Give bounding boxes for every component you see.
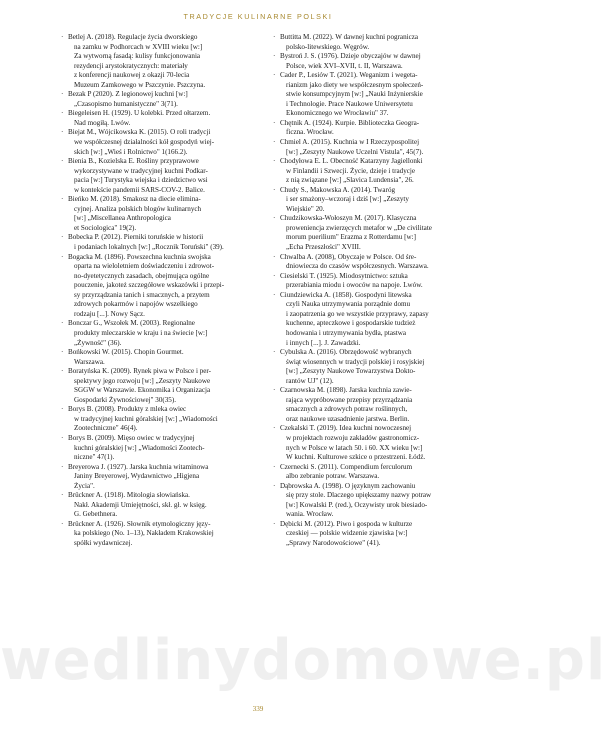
bibliography-entry — [61, 33, 257, 90]
bibliography-entry — [273, 33, 473, 52]
bibliography-entry — [61, 157, 257, 195]
entry-line: Życia". — [74, 481, 95, 490]
entry-line: · Breyerowa J. (1927). Jarska kuchnia witaminowa — [68, 462, 209, 471]
entry-line: Nad mogiłą. Lwów. — [74, 118, 131, 127]
bibliography-entry — [61, 90, 257, 109]
bibliography-entry — [273, 186, 473, 215]
entry-line: · Chmiel A. (2015). Kuchnia w I Rzeczypospolitej — [280, 138, 420, 147]
entry-line: · Cybulska A. (2016). Obrzędowość wybranych — [280, 348, 412, 357]
entry-line: rianizm jako diety we współczesnym społeczeń- — [286, 80, 424, 89]
entry-line: [w:] „Zeszyty Naukowe Uczelni Vistula", 45(7). — [286, 147, 424, 156]
bibliography-entry — [61, 195, 257, 233]
entry-line: Polsce, wiek XVI–XVII, t. II, Warszawa. — [286, 61, 403, 70]
bibliography-entry — [273, 253, 473, 272]
entry-line: w tradycyjnej kuchni góralskiej [w:] „Wiadomości — [74, 414, 218, 423]
running-header: TRADYCJE KULINARNE POLSKI — [183, 12, 333, 21]
entry-line: kuchenne, apteczkowe i gospodarskie tudzież — [286, 319, 416, 328]
entry-line: „Echa Przeszłości" XVIII. — [286, 243, 361, 252]
bibliography-entry — [273, 463, 473, 482]
bibliography-entry — [273, 71, 473, 119]
entry-line: zdrowych pokarmów i napojów wszelkiego — [74, 300, 198, 309]
entry-line: rezydencji arystokratycznych: materiały — [74, 61, 188, 70]
entry-line: albo zebranie potraw. Warszawa. — [286, 472, 380, 481]
entry-line: · Boratyńska K. (2009). Rynek piwa w Polsce i per- — [68, 367, 211, 376]
entry-line: · Bonczar G., Wszołek M. (2003). Regionalne — [68, 319, 195, 328]
entry-line: SGGW w Warszawie. Ekonomika i Organizacja — [74, 386, 211, 395]
entry-line: · Cader P., Lesiów T. (2021). Weganizm i wegeta- — [280, 71, 418, 80]
entry-line: z konferencji naukowej z okazji 70-lecia — [74, 71, 190, 80]
entry-line: Ekonomicznego we Wrocławiu" 37. — [286, 109, 389, 118]
entry-line: i Technologie. Prace Naukowe Uniwersytetu — [286, 99, 413, 108]
entry-line: smacznych a zdrowych potraw roślinnych, — [286, 405, 408, 414]
bibliography-entry — [61, 253, 257, 320]
entry-line: wykorzystywane w tradycyjnej kuchni Podkar- — [74, 166, 208, 175]
entry-line: · Bienia B., Kozielska E. Rośliny przyprawowe — [68, 157, 199, 166]
bibliography-entry — [61, 434, 257, 463]
bibliography-entry — [61, 128, 257, 157]
bibliography-entry — [273, 348, 473, 386]
bibliography-entry — [61, 233, 257, 252]
entry-line: · Chodyłowa E. L. Obecność Katarzyny Jagiellonki — [280, 157, 423, 166]
entry-line: Zootechniczne" 46(4). — [74, 424, 138, 433]
entry-line: hodowania i utrzymywania bydła, ptastwa — [286, 328, 406, 337]
bibliography-column-right — [273, 33, 473, 549]
entry-line: ficzna. Wrocław. — [286, 128, 334, 137]
entry-line: stwie konsumpcyjnym [w:] „Nauki Inżynierskie — [286, 90, 423, 99]
entry-line: · Bystroń J. S. (1976). Dzieje obyczajów w dawnej — [280, 52, 421, 61]
entry-line: Wiejskie" 20. — [286, 204, 325, 213]
entry-line: ka polskiego (No. 1–13), Nakładem Krakowskiej — [74, 529, 214, 538]
entry-line: niczne" 47(1). — [74, 453, 115, 462]
entry-line: · Borys B. (2008). Produkty z mleka owiec — [68, 405, 187, 414]
entry-line: oraz naukowe uzasadnienie jarstwa. Berlin. — [286, 414, 410, 423]
entry-line: · Borys B. (2009). Mięso owiec w tradycyjnej — [68, 433, 195, 442]
entry-line: [w:] „Zeszyty Naukowe Towarzystwa Dokto- — [286, 367, 416, 376]
entry-line: kuchni góralskiej [w:] „Wiadomości Zootech- — [74, 443, 205, 452]
bibliography-entry — [273, 214, 473, 252]
entry-line: nych w Polsce w latach 50. i 60. XX wieku [w:] — [286, 443, 423, 452]
bibliography-entry — [273, 520, 473, 549]
entry-line: „Sprawy Narodowościowe" (41). — [286, 538, 381, 547]
entry-line: W kuchni. Kulturowe szkice o przestrzeni. Łódź. — [286, 453, 426, 462]
entry-line: [w:] Kowalski P. (red.), Oczywisty urok biesiado- — [286, 500, 428, 509]
entry-line: · Chwalba A. (2008), Obyczaje w Polsce. Od śre- — [280, 252, 417, 261]
entry-line: Gospodarki Żywnościowej" 30(35). — [74, 395, 176, 404]
bibliography-entry — [273, 424, 473, 462]
entry-line: · Betlej A. (2018). Regulacje życia dworskiego — [68, 33, 198, 41]
bibliography-entry — [61, 491, 257, 520]
entry-line: cyjnej. Analiza polskich blogów kulinarnych — [74, 204, 202, 213]
entry-line: · Bońkowski W. (2015). Chopin Gourmet. — [68, 348, 184, 357]
entry-line: rantów UJ" (12). — [286, 376, 334, 385]
entry-line: · Biegeleisen H. (1929). U kolebki. Przed ołtarzem. — [68, 109, 211, 118]
entry-line: · Ciesielski T. (1925). Miodosytnictwo: sztuka — [280, 271, 408, 280]
entry-line: z nią związane [w:] „Slavica Lundensia", 26. — [286, 176, 414, 185]
bibliography-entry — [273, 272, 473, 291]
entry-line: przerabiania miodu i owoców na napoje. Lwów. — [286, 281, 423, 290]
entry-line: · Czernecki S. (2011). Compendium ferculorum — [280, 462, 413, 471]
entry-line: i zaopatrzenia go we wszystkie przyprawy, zapasy — [286, 309, 429, 318]
entry-line: się przy stole. Dlaczego upiększamy nazwy potraw — [286, 491, 432, 500]
entry-line: rodzaju [...]. Nowy Sącz. — [74, 309, 145, 318]
entry-line: no-dyetetycznych zasadach, obejmująca ogólne — [74, 271, 210, 280]
entry-line: produkty mleczarskie w kraju i na świecie [w:] — [74, 328, 208, 337]
entry-line: i podaniach lokalnych [w:] „Rocznik Toruński" (39). — [74, 243, 224, 252]
entry-line: Za wytworną fasadą: kulisy funkcjonowania — [74, 52, 201, 61]
bibliography-entry — [61, 367, 257, 405]
entry-line: · Bieńko M. (2018). Smakosz na diecie elimina- — [68, 195, 201, 204]
entry-line: · Bezak P (2020). Z legionowej kuchni [w:] — [68, 90, 188, 99]
entry-line: oparta na wieloletniem doświadczeniu i zdrowot- — [74, 262, 215, 271]
bibliography-entry — [273, 482, 473, 520]
entry-line: · Bobecka P. (2012). Pierniki toruńskie w historii — [68, 233, 204, 242]
entry-line: w Finlandii i Szwecji. Życie, dzieje i tradycje — [286, 166, 416, 175]
entry-line: i ser smażony–wczoraj i dziś [w:] „Zeszyty — [286, 195, 409, 204]
bibliography-entry — [273, 386, 473, 424]
entry-line: morum puerilium" Erazma z Rotterdamu [w:] — [286, 233, 416, 242]
entry-line: czyli Nauka utrzymywania porządnie domu — [286, 300, 411, 309]
page-number: 339 — [252, 705, 264, 713]
entry-line: pouczenie, jakoteż szczegółowe wskazówki i przepi- — [74, 281, 225, 290]
entry-line: · Brückner A. (1926). Słownik etymologiczny języ- — [68, 519, 211, 528]
entry-line: · Buttitta M. (2022). W dawnej kuchni pogranicza — [280, 33, 419, 41]
entry-line: Warszawa. — [74, 357, 105, 366]
bibliography-entry — [273, 119, 473, 138]
entry-line: · Chętnik A. (1924). Kurpie. Biblioteczka Geogra- — [280, 118, 420, 127]
entry-line: Muzeum Zamkowego w Pszczynie. Pszczyna. — [74, 80, 206, 89]
bibliography-entry — [61, 348, 257, 367]
entry-line: Nakł. Akademji Umiejętności, skł. gł. w księg. — [74, 500, 207, 509]
entry-line: „Żywność" (36). — [74, 338, 122, 347]
entry-line: · Dąbrowska A. (1998). O języknym zachowaniu — [280, 481, 416, 490]
bibliography-column-left — [61, 33, 257, 549]
bibliography-entry — [61, 463, 257, 492]
bibliography-entry — [273, 138, 473, 157]
entry-line: [w:] „Miscellanea Anthropologica — [74, 214, 171, 223]
entry-line: „Czasopismo humanistyczne" 3(71). — [74, 99, 178, 108]
bibliography-entry — [273, 291, 473, 348]
entry-line: i innych [...]. J. Zawadzki. — [286, 338, 361, 347]
bibliography-entry — [61, 319, 257, 348]
entry-line: · Dębicki M. (2012). Piwo i gospoda w kulturze — [280, 519, 413, 528]
bibliography-entry — [61, 520, 257, 549]
entry-line: proweniencja zwierzęcych metafor w „De civilitate — [286, 223, 432, 232]
watermark-text: wedlinydomowe.pl — [0, 628, 606, 693]
entry-line: Janiny Breyerowej, Wydawnictwo „Higjena — [74, 472, 200, 481]
entry-line: et Sociologica" 19(2). — [74, 223, 137, 232]
entry-line: świąt wiosennych w tradycji polskiej i rosyjskiej — [286, 357, 425, 366]
entry-line: pacia [w:] Turystyka wiejska i dziedzictwo wsi — [74, 176, 208, 185]
entry-line: · Ciundziewicka A. (1858). Gospodyni litewska — [280, 290, 412, 299]
entry-line: · Brückner A. (1918). Mitologia słowiańska. — [68, 491, 190, 500]
bibliography-entry — [61, 405, 257, 434]
entry-line: spektywy jego rozwoju [w:] „Zeszyty Naukowe — [74, 376, 211, 385]
entry-line: skich [w:] „Wieś i Rolnictwo" 1(166.2). — [74, 147, 188, 156]
entry-line: · Chudy S., Makowska A. (2014). Twaróg — [280, 185, 396, 194]
entry-line: w kontekście pandemii SARS-COV-2. Balice. — [74, 185, 205, 194]
entry-line: · Biejat M., Wójcikowska K. (2015). O roli tradycji — [68, 128, 211, 137]
entry-line: G. Gebethnera. — [74, 510, 118, 519]
entry-line: · Czarnowska M. (1898). Jarska kuchnia zawie- — [280, 386, 412, 395]
bibliography-entry — [273, 157, 473, 186]
entry-line: · Bogacka M. (1896). Powszechna kuchnia swojska — [68, 252, 211, 261]
bibliography-entry — [273, 52, 473, 71]
entry-line: spółki wydawniczej. — [74, 538, 133, 547]
entry-line: polsko-litewskiego. Węgrów. — [286, 42, 370, 51]
entry-line: wania. Wrocław. — [286, 510, 334, 519]
entry-line: · Chudzikowska-Wołoszyn M. (2017). Klasyczna — [280, 214, 417, 223]
entry-line: rająca wypróbowane przepisy przyrządzania — [286, 395, 413, 404]
entry-line: dniowiecza do czasów współczesnych. Warszawa. — [286, 262, 429, 271]
entry-line: sy przyrządzania tanich i smacznych, a przytem — [74, 290, 210, 299]
entry-line: w projektach rozwoju zakładów gastronomicz- — [286, 433, 420, 442]
entry-line: czeskiej — polskie widzenie zjawiska [w:] — [286, 529, 408, 538]
entry-line: na zamku w Podhorcach w XVIII wieku [w:] — [74, 42, 203, 51]
entry-line: · Czekalski T. (2019). Idea kuchni nowoczesnej — [280, 424, 412, 433]
entry-line: we współczesnej działalności kół gospodyń wiej- — [74, 138, 215, 147]
bibliography-entry — [61, 109, 257, 128]
